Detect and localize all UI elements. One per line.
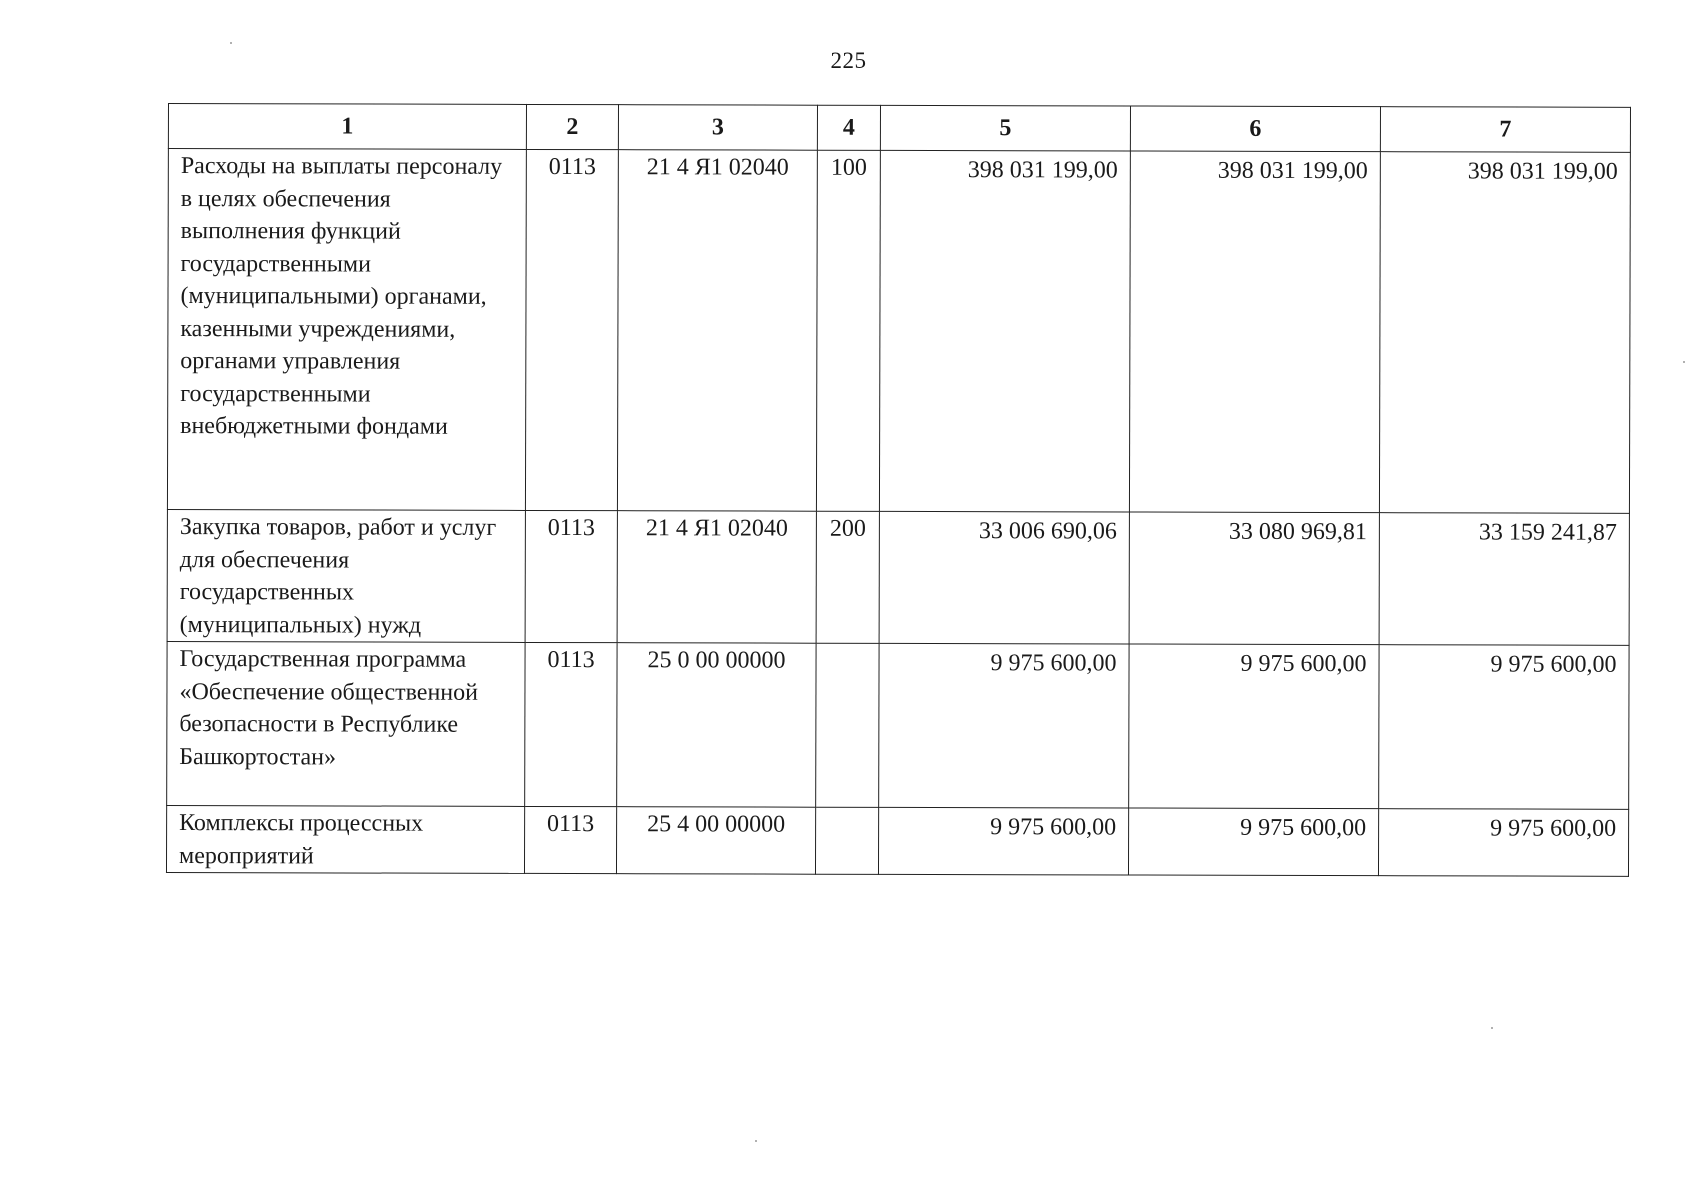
expense-type-cell: [816, 643, 879, 807]
column-header-4: 4: [817, 105, 880, 150]
section-code-cell: 0113: [525, 510, 617, 642]
column-header-6: 6: [1130, 106, 1380, 152]
section-code-cell: 0113: [525, 642, 617, 806]
amount-cell-6: 33 080 969,81: [1129, 512, 1379, 645]
amount-cell-6: 9 975 600,00: [1128, 808, 1378, 876]
column-header-3: 3: [618, 105, 817, 151]
section-code-cell: 0113: [524, 806, 616, 873]
table-row: [167, 509, 1629, 645]
amount-cell-7: 9 975 600,00: [1378, 809, 1628, 877]
column-header-1: 1: [168, 104, 526, 150]
expense-type-cell: [815, 807, 878, 874]
scan-speck: [1491, 1027, 1493, 1029]
row-name-cell: Государственная программа «Обеспечение общественной безопасности в Республике Башкортостан»: [167, 641, 525, 806]
expense-type-cell: 100: [816, 150, 880, 511]
table-body: [166, 149, 1630, 877]
target-article-cell: 25 0 00 00000: [617, 643, 816, 808]
column-header-7: 7: [1380, 107, 1630, 153]
row-name-cell: Комплексы процессных мероприятий: [166, 805, 524, 873]
amount-cell-6: 398 031 199,00: [1129, 151, 1380, 513]
target-article-cell: 21 4 Я1 02040: [617, 150, 817, 512]
budget-table: [166, 103, 1631, 877]
amount-cell-5: 398 031 199,00: [879, 150, 1130, 512]
section-code-cell: 0113: [525, 149, 618, 510]
column-header-2: 2: [526, 104, 618, 149]
page-number: 225: [830, 48, 867, 73]
table-row: [167, 641, 1629, 809]
expense-type-cell: 200: [816, 511, 879, 643]
table-row: [167, 149, 1630, 514]
scan-speck: [755, 1140, 757, 1142]
target-article-cell: 25 4 00 00000: [616, 807, 815, 875]
table-row: [166, 805, 1628, 876]
amount-cell-5: 9 975 600,00: [878, 807, 1128, 875]
amount-cell-7: 9 975 600,00: [1379, 645, 1629, 810]
scan-speck: [1683, 361, 1685, 363]
amount-cell-7: 33 159 241,87: [1379, 513, 1629, 646]
scan-speck: [230, 42, 232, 44]
amount-cell-5: 33 006 690,06: [879, 511, 1129, 644]
amount-cell-5: 9 975 600,00: [879, 643, 1129, 808]
row-name-cell: Закупка товаров, работ и услуг для обеспечения государственных (муниципальных) нужд: [167, 509, 525, 642]
table-header: [168, 104, 1630, 153]
amount-cell-6: 9 975 600,00: [1129, 644, 1379, 809]
column-header-5: 5: [880, 105, 1130, 151]
target-article-cell: 21 4 Я1 02040: [617, 511, 816, 644]
row-name-cell: Расходы на выплаты персоналу в целях обеспечения выполнения функций государственными (муниципальными) органами, казенными учреждениями, органами управления государственными внебюджетными фондами: [167, 149, 526, 511]
amount-cell-7: 398 031 199,00: [1379, 152, 1630, 514]
header-row: [168, 104, 1630, 153]
